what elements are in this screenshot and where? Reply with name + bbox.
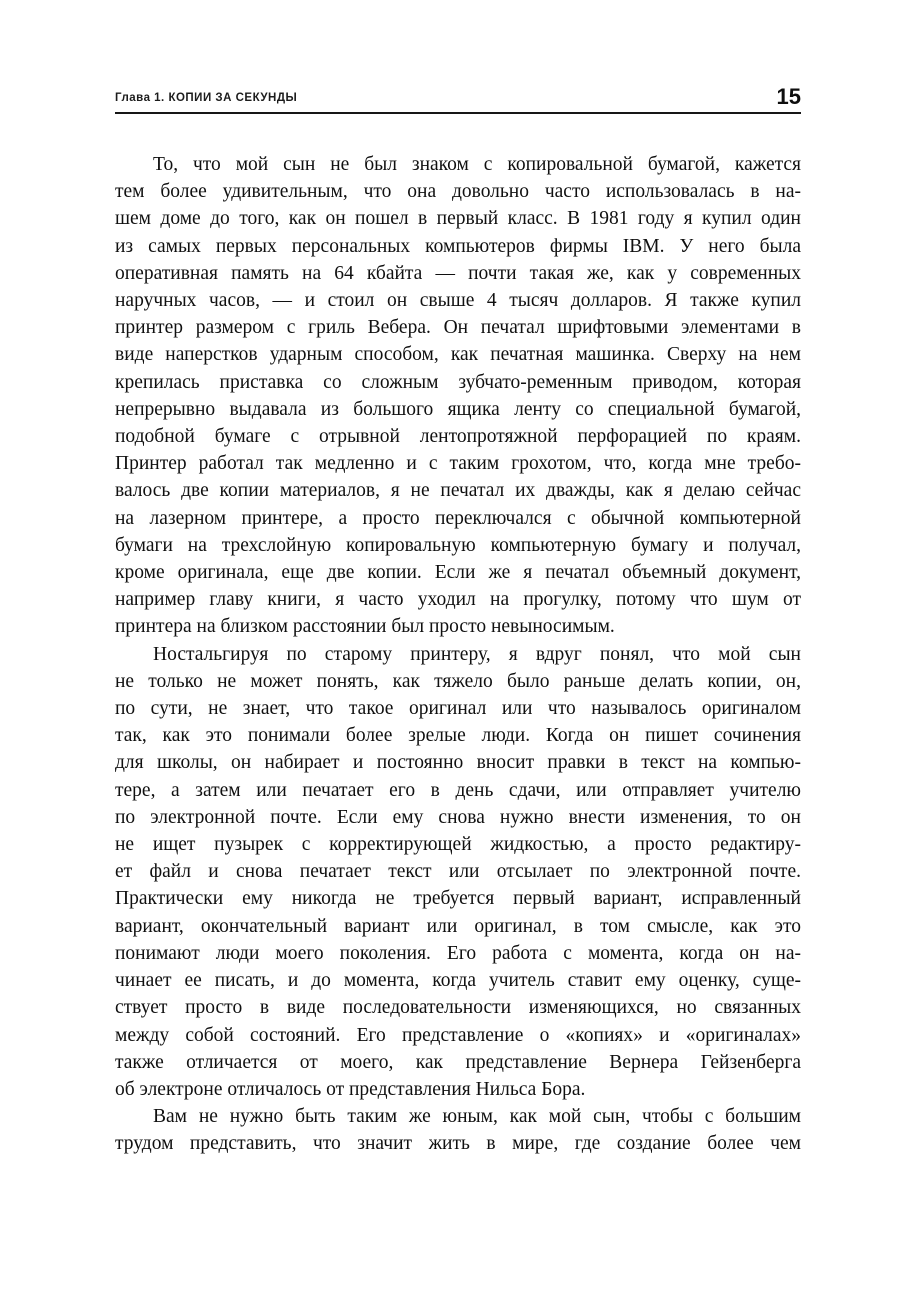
text-line: непрерывно выдавала из большого ящика ленту со специальной бумагой, (115, 398, 801, 420)
text-line: так, как это понимали более зрелые люди. Когда он пишет сочинения (115, 725, 801, 747)
text-line: об электроне отличалось от представления Нильса Бора. (115, 1078, 586, 1100)
text-line: шем доме до того, как он пошел в первый класс. В 1981 году я купил один (115, 208, 801, 230)
text-line: вариант, окончательный вариант или оригинал, в том смысле, как это (115, 915, 801, 937)
text-line: по электронной почте. Если ему снова нужно внести изменения, то он (115, 806, 801, 828)
header-rule (115, 112, 801, 114)
text-line: принтера на близком расстоянии был просто невыносимым. (115, 616, 615, 638)
page-header (115, 86, 801, 109)
text-line: кроме оригинала, еще две копии. Если же я печатал объемный документ, (115, 562, 801, 584)
text-line: валось две копии материалов, я не печатал их дважды, как я делаю сейчас (115, 480, 801, 502)
page-number: 15 (776, 84, 801, 109)
text-line: по сути, не знает, что такое оригинал или что называлось оригиналом (115, 698, 801, 720)
text-line: виде наперстков ударным способом, как печатная машинка. Сверху на нем (115, 344, 801, 366)
running-title: Глава 1. КОПИИ ЗА СЕКУНДЫ (115, 92, 298, 104)
text-line: бумаги на трехслойную копировальную компьютерную бумагу и получал, (115, 534, 801, 556)
text-line: Практически ему никогда не требуется первый вариант, исправленный (115, 888, 801, 910)
text-line: Ностальгируя по старому принтеру, я вдруг понял, что мой сын (153, 643, 801, 665)
text-line: между собой состояний. Его представление о «копиях» и «оригиналах» (115, 1024, 801, 1046)
text-line: принтер размером с гриль Вебера. Он печатал шрифтовыми элементами в (115, 317, 801, 339)
paragraph (115, 151, 801, 641)
text-line: не ищет пузырек с корректирующей жидкостью, а просто редактиру- (115, 834, 801, 856)
text-line: крепилась приставка со сложным зубчато-ременным приводом, которая (115, 371, 801, 393)
text-line: подобной бумаге с отрывной лентопротяжной перфорацией по краям. (115, 426, 801, 448)
text-line: ет файл и снова печатает текст или отсылает по электронной почте. (115, 861, 801, 883)
text-line: тере, а затем или печатает его в день сдачи, или отправляет учителю (115, 779, 801, 801)
text-line: например главу книги, я часто уходил на прогулку, потому что шум от (115, 589, 801, 611)
text-line: для школы, он набирает и постоянно вносит правки в текст на компью- (115, 752, 801, 774)
paragraph (115, 641, 801, 1103)
text-line: из самых первых персональных компьютеров фирмы IBM. У него была (115, 235, 801, 257)
text-line: также отличается от моего, как представление Вернера Гейзенберга (115, 1051, 801, 1073)
text-line: Принтер работал так медленно и с таким грохотом, что, когда мне требо- (115, 453, 801, 475)
text-line: чинает ее писать, и до момента, когда учитель ставит ему оценку, суще- (115, 970, 801, 992)
text-line: тем более удивительным, что она довольно часто использовалась в на- (115, 181, 801, 203)
text-line: понимают люди моего поколения. Его работа с момента, когда он на- (115, 942, 801, 964)
text-line: Вам не нужно быть таким же юным, как мой сын, чтобы с большим (153, 1106, 801, 1128)
text-line: не только не может понять, как тяжело было раньше делать копии, он, (115, 670, 801, 692)
text-line: оперативная память на 64 кбайта — почти такая же, как у современных (115, 262, 801, 284)
text-line: наручных часов, — и стоил он свыше 4 тысяч долларов. Я также купил (115, 290, 801, 312)
body-text (115, 151, 801, 1158)
paragraph (115, 1103, 801, 1157)
text-line: ствует просто в виде последовательности изменяющихся, но связанных (115, 997, 801, 1019)
text-line: То, что мой сын не был знаком с копировальной бумагой, кажется (153, 154, 801, 175)
text-line: на лазерном принтере, а просто переключался с обычной компьютерной (115, 507, 801, 529)
text-line: трудом представить, что значит жить в мире, где создание более чем (115, 1133, 801, 1155)
